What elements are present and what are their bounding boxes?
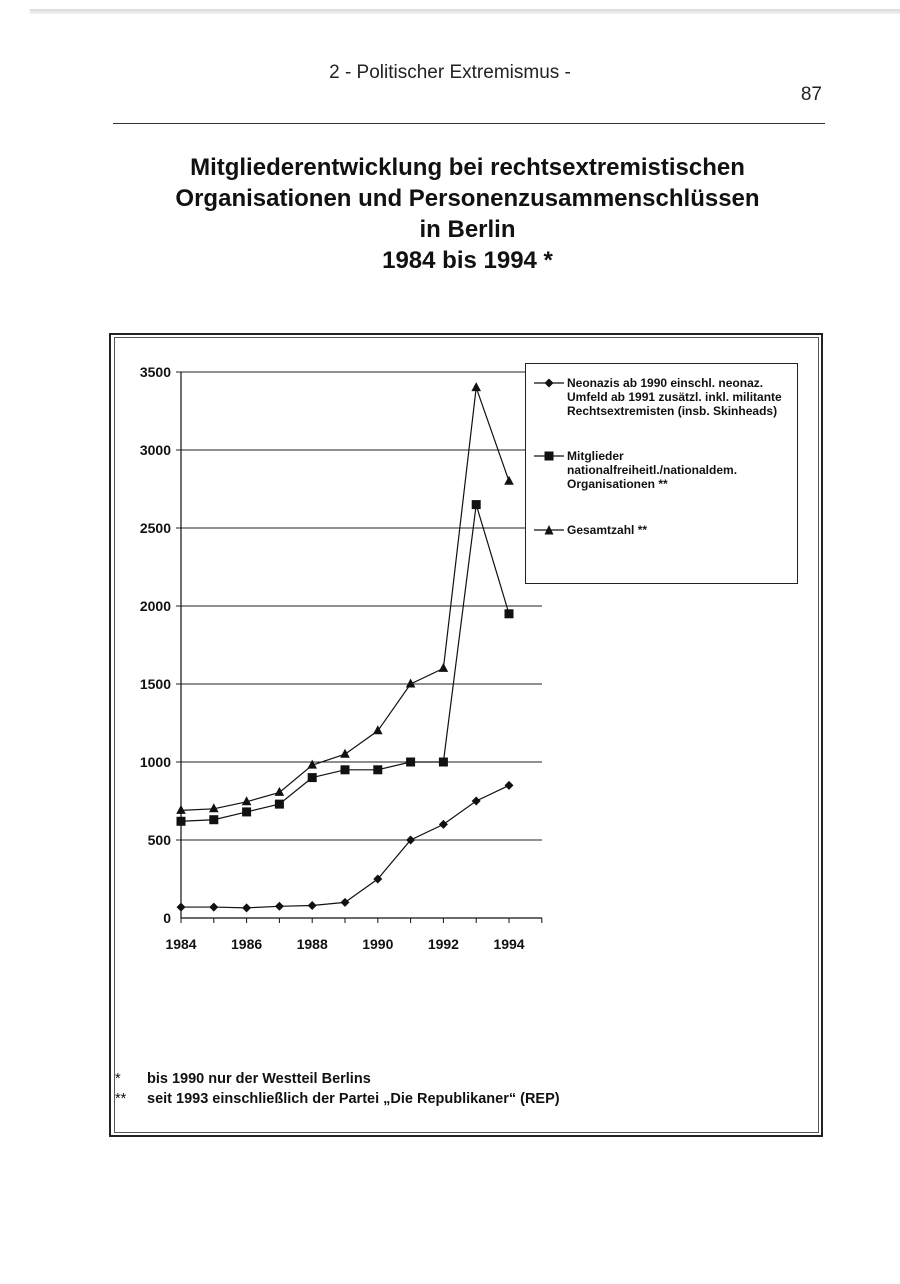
legend-neonazis-line-1: Neonazis ab 1990 einschl. neonaz. [567, 376, 764, 390]
x-tick-label-1984: 1984 [165, 936, 197, 952]
x-tick-label-1986: 1986 [231, 936, 263, 952]
y-tick-label-2500: 2500 [139, 520, 171, 536]
data-point-diamond-1993 [472, 797, 481, 806]
legend-label-neonazis [567, 376, 799, 418]
y-tick-label-0: 0 [163, 910, 171, 926]
y-tick-label-500: 500 [147, 832, 171, 848]
legend-mitglieder-line-1: Mitglieder [567, 449, 624, 463]
page-number: 87 [800, 84, 822, 105]
data-point-triangle-1992 [439, 663, 449, 672]
legend-label-gesamtzahl [567, 523, 799, 537]
legend-mitglieder-line-2: nationalfreiheitl./nationaldem. [567, 463, 738, 477]
data-point-square-1987 [275, 800, 284, 809]
x-tick-label-1988: 1988 [296, 936, 328, 952]
title-line-3: in Berlin [419, 216, 516, 243]
data-point-diamond-1985 [209, 903, 218, 912]
footnote-1-mark: * [115, 1071, 121, 1087]
header-rule [113, 123, 825, 124]
data-point-square-1989 [341, 765, 350, 774]
y-tick-label-3000: 3000 [139, 442, 171, 458]
data-point-square-1993 [472, 500, 481, 509]
y-tick-label-3500: 3500 [139, 364, 171, 380]
data-point-triangle-1984 [176, 805, 186, 814]
footnote-2-text: seit 1993 einschließlich der Partei „Die Republikaner“ (REP) [147, 1091, 560, 1107]
data-point-diamond-1987 [275, 902, 284, 911]
data-point-diamond-1994 [505, 781, 514, 790]
data-point-diamond-1988 [308, 901, 317, 910]
data-point-square-1984 [177, 817, 186, 826]
data-point-square-1991 [406, 758, 415, 767]
data-point-square-1985 [209, 815, 218, 824]
legend-diamond-line-icon [532, 376, 566, 390]
running-head: 2 - Politischer Extremismus - [329, 62, 571, 83]
data-point-diamond-1992 [439, 820, 448, 829]
title-line-4: 1984 bis 1994 * [382, 247, 553, 274]
x-tick-label-1994: 1994 [493, 936, 525, 952]
data-point-triangle-1987 [275, 787, 285, 796]
footnote-1-text: bis 1990 nur der Westteil Berlins [147, 1071, 371, 1087]
legend-square-line-icon [532, 449, 566, 463]
data-point-square-1986 [242, 807, 251, 816]
data-point-diamond-1989 [341, 898, 350, 907]
title-line-2: Organisationen und Personenzusammenschlüssen [175, 185, 760, 212]
legend-label-mitglieder [567, 449, 799, 491]
footnote-2-mark: ** [115, 1091, 127, 1107]
y-tick-label-1500: 1500 [139, 676, 171, 692]
data-point-square-1988 [308, 773, 317, 782]
legend-triangle-line-icon [532, 523, 566, 537]
y-tick-label-2000: 2000 [139, 598, 171, 614]
series-line-diamond [181, 785, 509, 907]
title-line-1: Mitgliederentwicklung bei rechtsextremistischen [190, 154, 745, 181]
data-point-square-1992 [439, 758, 448, 767]
data-point-square-1994 [505, 609, 514, 618]
data-point-diamond-1986 [242, 903, 251, 912]
legend-mitglieder-line-3: Organisationen ** [567, 477, 668, 491]
data-point-triangle-1993 [471, 382, 481, 391]
x-tick-label-1992: 1992 [427, 936, 459, 952]
data-point-triangle-1989 [340, 749, 350, 758]
data-point-triangle-1994 [504, 476, 514, 485]
scan-artifact [30, 9, 900, 14]
legend-neonazis-line-3: Rechtsextremisten (insb. Skinheads) [567, 404, 778, 418]
y-tick-label-1000: 1000 [139, 754, 171, 770]
data-point-square-1990 [373, 765, 382, 774]
series-line-triangle [181, 388, 509, 811]
legend-gesamtzahl-line-1: Gesamtzahl ** [567, 523, 648, 537]
data-point-diamond-1984 [177, 903, 186, 912]
chart-title [60, 152, 875, 276]
legend [525, 363, 798, 584]
x-tick-label-1990: 1990 [362, 936, 394, 952]
legend-neonazis-line-2: Umfeld ab 1991 zusätzl. inkl. militante [567, 390, 782, 404]
